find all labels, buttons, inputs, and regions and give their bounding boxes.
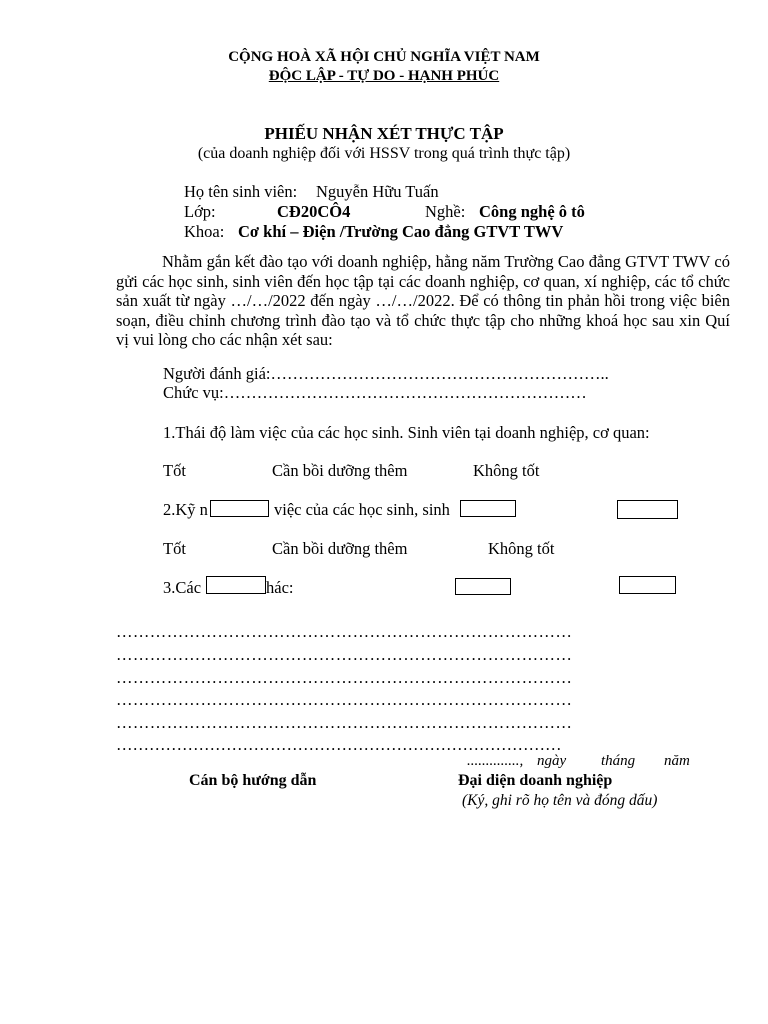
company-signature-note: (Ký, ghi rõ họ tên và đóng dấu) — [462, 792, 658, 809]
q2-option-improve: Cần bồi dưỡng thêm — [272, 539, 408, 558]
form-subtitle: (của doanh nghiệp đối với HSSV trong quá trình thực tập) — [197, 145, 571, 162]
q1-checkbox-bad[interactable] — [617, 500, 678, 519]
date-dots: .............., — [467, 753, 524, 769]
answer-line-6[interactable]: ……………………………………………………………………… — [116, 735, 562, 754]
company-signature-title: Đại diện doanh nghiệp — [458, 772, 613, 789]
answer-line-4[interactable]: ……………………………………………………………………… — [116, 690, 573, 709]
q1-option-improve: Cần bồi dưỡng thêm — [272, 461, 408, 480]
answer-line-2[interactable]: ……………………………………………………………………… — [116, 645, 573, 664]
answer-line-3[interactable]: ……………………………………………………………………… — [116, 668, 573, 687]
answer-line-1[interactable]: ……………………………………………………………………… — [116, 622, 573, 641]
major-value: Công nghệ ô tô — [479, 202, 585, 221]
intro-paragraph: Nhằm gắn kết đào tạo với doanh nghiệp, hằng năm Trường Cao đẳng GTVT TWV có gửi các học sinh, sinh viên đến học tập tại các doanh nghiệp, cơ quan, xí nghiệp, các tổ chức sản xuất từ ngày …/…/2022 đến ngày …/…/2022. Để có thông tin phản hồi trong việc biên soạn, điều chỉnh chương trình đào tạo và tổ chức thực tập cho những khoá học sau xin Quí vị vui lòng cho các nhận xét sau: — [116, 252, 730, 350]
faculty-value: Cơ khí – Điện /Trường Cao đẳng GTVT TWV — [238, 222, 564, 241]
class-value: CĐ20CÔ4 — [277, 202, 351, 221]
q2-option-good: Tốt — [163, 539, 186, 558]
nation-title: CỘNG HOÀ XÃ HỘI CHỦ NGHĨA VIỆT NAM — [228, 49, 540, 65]
q2-checkbox-good[interactable] — [206, 576, 266, 594]
evaluator-position-line: Chức vụ:………………………………………………………… — [163, 383, 587, 402]
class-label: Lớp: — [184, 202, 216, 221]
evaluator-name-line: Người đánh giá:…………………………………………………….. — [163, 364, 609, 383]
q1-option-bad: Không tốt — [473, 461, 540, 480]
student-name-label: Họ tên sinh viên: — [184, 182, 298, 201]
question-3-text-end: hác: — [266, 578, 294, 597]
answer-line-5[interactable]: ……………………………………………………………………… — [116, 713, 573, 732]
q2-checkbox-bad[interactable] — [619, 576, 676, 594]
question-1-text: 1.Thái độ làm việc của các học sinh. Sinh viên tại doanh nghiệp, cơ quan: — [163, 423, 650, 442]
nation-motto — [0, 68, 768, 85]
form-title: PHIẾU NHẬN XÉT THỰC TẬP — [264, 124, 504, 143]
q2-option-bad: Không tốt — [488, 539, 555, 558]
question-2-text-end: việc của các học sinh, sinh — [274, 500, 450, 519]
major-label: Nghề: — [425, 202, 466, 221]
date-day-label: ngày — [537, 753, 567, 769]
question-2-text-start: 2.Kỹ n — [163, 500, 208, 519]
q1-option-good: Tốt — [163, 461, 186, 480]
nation-motto-text: ĐỘC LẬP - TỰ DO - HẠNH PHÚC — [268, 68, 500, 84]
q1-checkbox-improve[interactable] — [460, 500, 516, 517]
student-name-value: Nguyễn Hữu Tuấn — [316, 182, 439, 201]
date-month-label: tháng — [601, 753, 636, 769]
q2-checkbox-improve[interactable] — [455, 578, 511, 595]
q1-checkbox-good[interactable] — [210, 500, 269, 517]
date-year-label: năm — [664, 753, 690, 769]
question-3-text-start: 3.Các — [163, 578, 202, 597]
faculty-label: Khoa: — [184, 222, 225, 241]
supervisor-signature-title: Cán bộ hướng dẫn — [189, 772, 317, 789]
